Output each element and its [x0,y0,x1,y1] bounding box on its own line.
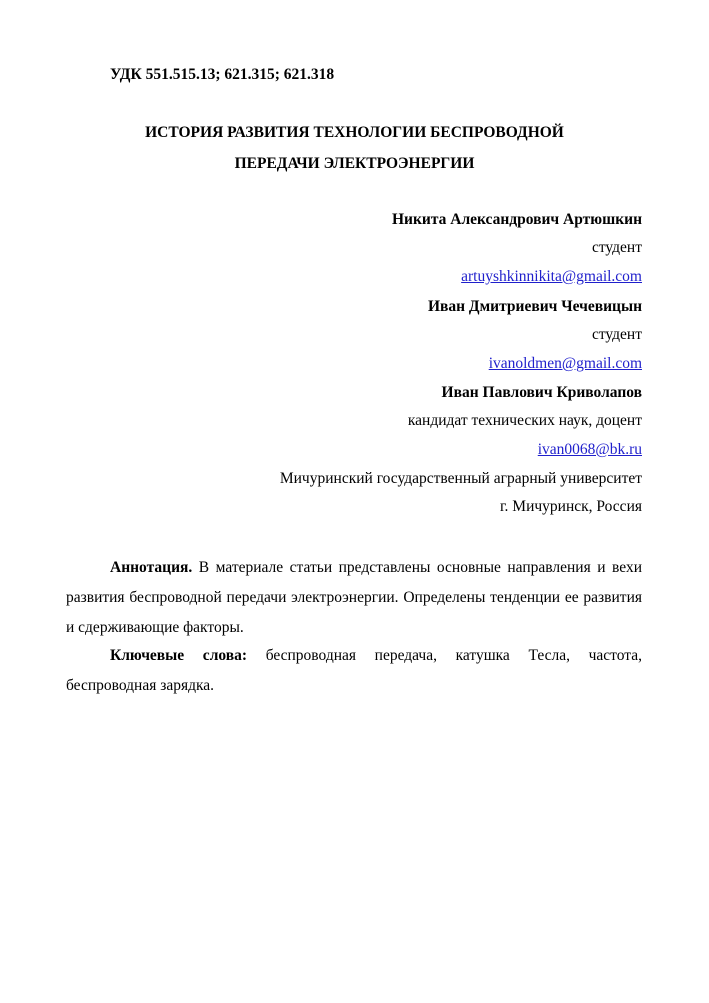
keywords-paragraph [66,641,642,701]
affiliation-university: Мичуринский государственный аграрный университет [279,470,642,487]
keywords-label: Ключевые слова: [110,647,248,664]
author-2-name: Иван Дмитриевич Чечевицын [427,298,642,315]
title-line-1: ИСТОРИЯ РАЗВИТИЯ ТЕХНОЛОГИИ БЕСПРОВОДНОЙ [145,124,564,141]
title-line-2: ПЕРЕДАЧИ ЭЛЕКТРОЭНЕРГИИ [234,155,475,172]
abstract-paragraph [66,553,642,643]
author-3-role: кандидат технических наук, доцент [407,412,642,429]
abstract-label: Аннотация. [110,559,193,576]
author-2-email-link[interactable]: ivanoldmen@gmail.com [488,355,642,372]
author-1-role: студент [591,239,642,256]
abstract-text: В материале статьи представлены основные направления и вехи развития беспроводной передачи электроэнергии. Определены тенденции ее развития и сдерживающие факторы. [66,559,642,636]
author-3-name: Иван Павлович Криволапов [441,384,642,401]
author-2-role: студент [591,326,642,343]
udc-code: УДК 551.515.13; 621.315; 621.318 [110,66,335,83]
author-1-email-link[interactable]: artuyshkinnikita@gmail.com [461,268,642,285]
author-3-email-link[interactable]: ivan0068@bk.ru [537,441,642,458]
author-1-name: Никита Александрович Артюшкин [391,211,642,228]
keywords-text: беспроводная передача, катушка Тесла, частота, беспроводная зарядка. [66,647,642,694]
affiliation-city: г. Мичуринск, Россия [499,498,642,515]
